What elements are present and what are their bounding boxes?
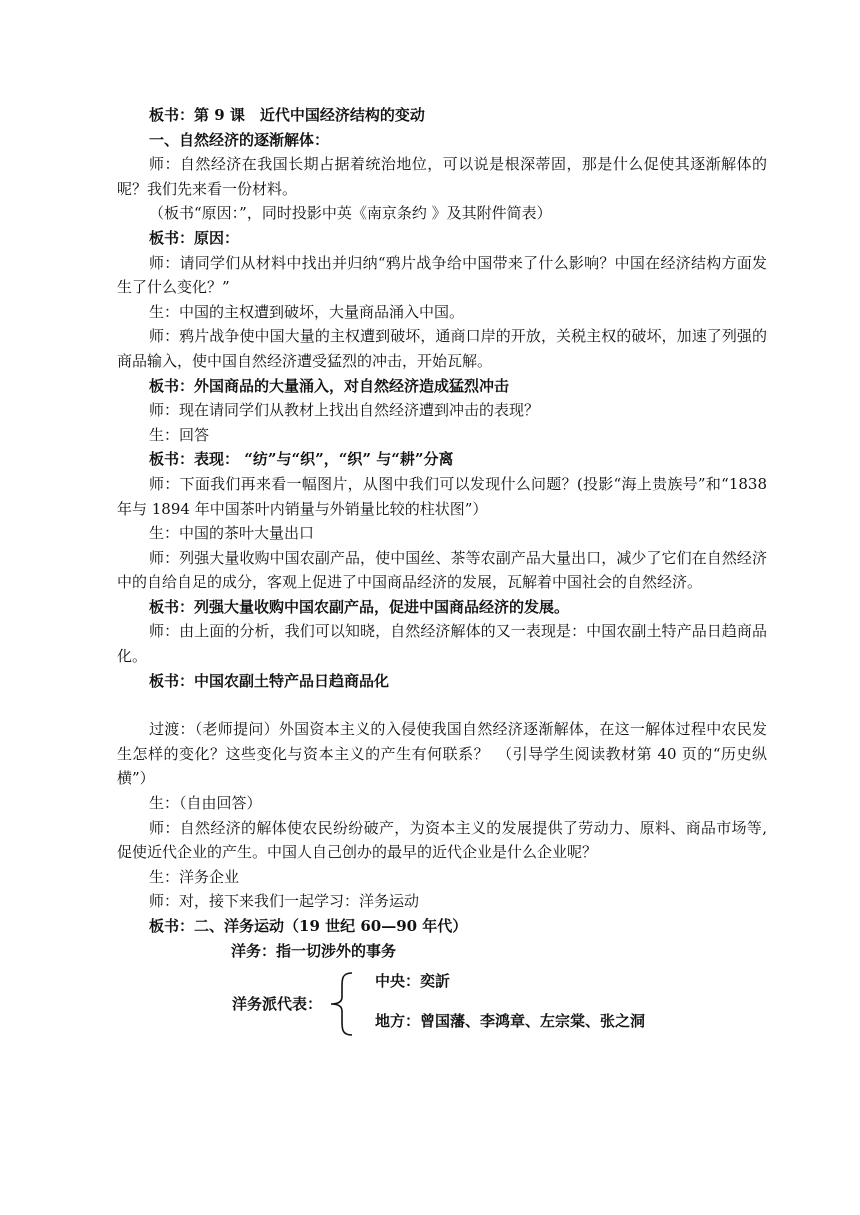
board-note: 板书：中国农副土特产品日趋商品化 — [149, 671, 390, 690]
heading-section-1: 一、自然经济的逐渐解体： — [149, 130, 330, 149]
board-note: 板书：原因： — [149, 228, 240, 247]
paragraph: 师：对，接下来我们一起学习：洋务运动 — [149, 892, 420, 911]
paragraph: 生：洋务企业 — [149, 867, 240, 886]
representative-central: 中央：奕訢 — [375, 972, 451, 991]
curly-brace-icon — [326, 971, 356, 1037]
paragraph: 生：回答 — [149, 425, 210, 444]
paragraph: 生：（自由回答） — [149, 794, 262, 813]
paragraph: 师：列强大量收购中国农副产品，使中国丝、茶等农副产品大量出口，减少了它们在自然经济中的自给自足的成分，客观上促进了中国商品经济的发展，瓦解着中国社会的自然经济。 — [117, 548, 767, 592]
paragraph: 师：现在请同学们从教材上找出自然经济遭到冲击的表现？ — [149, 401, 540, 420]
paragraph: 生：中国的茶叶大量出口 — [149, 524, 315, 543]
board-note: 板书：列强大量收购中国农副产品，促进中国商品经济的发展。 — [149, 597, 570, 616]
paragraph: 师：自然经济在我国长期占据着统治地位，可以说是根深蒂固，那是什么促使其逐渐解体的呢？我们先来看一份材料。 — [117, 155, 767, 198]
yangwu-definition: 洋务：指一切涉外的事务 — [231, 941, 397, 960]
paragraph: 师：由上面的分析，我们可以知晓，自然经济解体的又一表现是：中国农副土特产品日趋商品化。 — [117, 622, 767, 666]
heading-lesson-title: 板书：第 9 课 近代中国经济结构的变动 — [149, 106, 425, 124]
blank-line — [117, 693, 767, 717]
paragraph: 师：请同学们从材料中找出并归纳“鸦片战争给中国带来了什么影响？中国在经济结构方面发生了什么变化？” — [117, 253, 767, 297]
paragraph: （板书“原因：”，同时投影中英《南京条约 》及其附件简表） — [149, 204, 552, 223]
representatives-label: 洋务派代表： — [232, 995, 323, 1014]
representatives-diagram — [117, 969, 767, 1049]
representative-local: 地方：曾国藩、李鸿章、左宗棠、张之洞 — [375, 1012, 646, 1031]
paragraph: 过渡：（老师提问）外国资本主义的入侵使我国自然经济逐渐解体，在这一解体过程中农民发生怎样的变化？这些变化与资本主义的产生有何联系？ （引导学生阅读教材第 40 页的“历史纵横”） — [117, 720, 767, 788]
paragraph: 师：自然经济的解体使农民纷纷破产，为资本主义的发展提供了劳动力、原料、商品市场等,促使近代企业的产生。中国人自己创办的最早的近代企业是什么企业呢？ — [117, 818, 767, 862]
paragraph: 师：鸦片战争使中国大量的主权遭到破坏，通商口岸的开放，关税主权的破坏，加速了列强的商品输入，使中国自然经济遭受猛烈的冲击，开始瓦解。 — [117, 327, 767, 370]
paragraph: 生：中国的主权遭到破坏，大量商品涌入中国。 — [149, 302, 465, 321]
board-note: 板书：外国商品的大量涌入，对自然经济造成猛烈冲击 — [149, 376, 510, 395]
paragraph: 师：下面我们再来看一幅图片，从图中我们可以发现什么问题？(投影“海上贵族号”和“1838 年与 1894 年中国茶叶内销量与外销量比较的柱状图”） — [117, 474, 767, 518]
board-note: 板书：表现： “纺”与“织”，“织” 与“耕”分离 — [149, 450, 454, 469]
lesson-plan-body — [117, 103, 767, 1049]
heading-section-2: 板书：二、洋务运动（19 世纪 60—90 年代） — [149, 917, 468, 935]
